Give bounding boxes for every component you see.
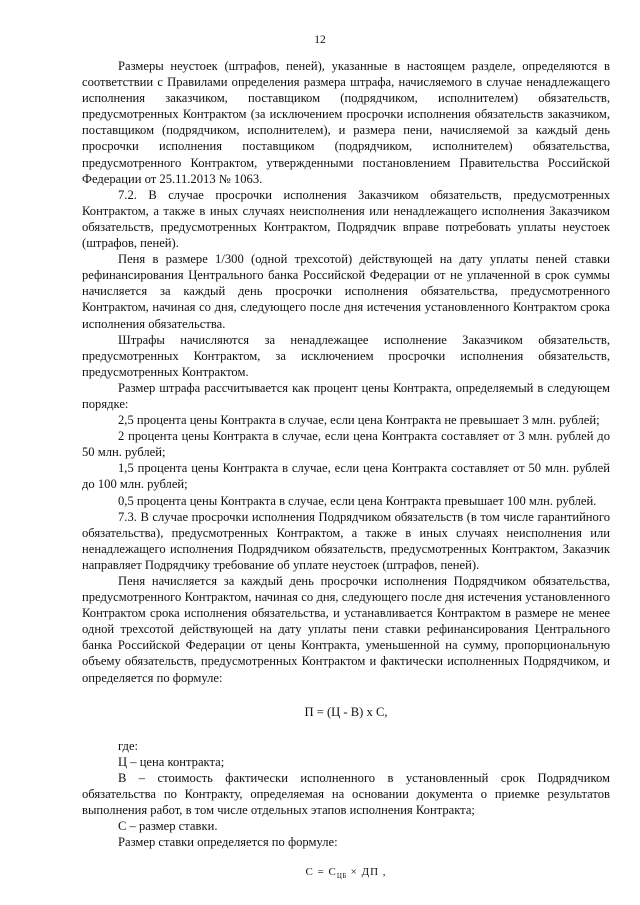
list-item-fine-1-5: 1,5 процента цены Контракта в случае, если цена Контракта составляет от 50 млн. рублей до 100 млн. рублей;	[82, 461, 610, 492]
definition-rate-formula-intro: Размер ставки определяется по формуле:	[118, 835, 338, 850]
formula-rate-lhs: С = С	[305, 866, 337, 879]
definition-rate: С – размер ставки.	[118, 819, 218, 834]
paragraph-customer-fines: Штрафы начисляются за ненадлежащее исполнение Заказчиком обязательств, предусмотренных Контрактом, за исключением просрочки исполнения обязательств, предусмотренных Контрактом.	[82, 332, 610, 379]
formula-rate-subscript: ЦБ	[336, 872, 347, 881]
list-item-fine-0-5: 0,5 процента цены Контракта в случае, если цена Контракта превышает 100 млн. рублей.	[118, 493, 597, 508]
page-number: 12	[314, 34, 326, 46]
paragraph-contractor-penalty: Пеня начисляется за каждый день просрочки исполнения Подрядчиком обязательства, предусмотренного Контрактом, начиная со дня, следующего после дня истечения установленного Контрактом срока исполнения обязательства, и устанавливается Контрактом в размере не менее одной трехсотой действующей на дату уплаты пени ставки рефинансирования Центрального банка Российской Федерации от цены Контракта, уменьшенной на сумму, пропорциональную объему обязательств, предусмотренных Контрактом и фактически исполненных Подрядчиком, и определяется по формуле:	[82, 574, 610, 685]
paragraph-7-2: 7.2. В случае просрочки исполнения Заказчиком обязательств, предусмотренных Контрактом, а также в иных случаях неисполнения или ненадлежащего исполнения Заказчиком обязательств, предусмотренных Контрактом, Подрядчик вправе потребовать уплаты неустоек (штрафов, пеней).	[82, 187, 610, 251]
paragraph-customer-penalty: Пеня в размере 1/300 (одной трехсотой) действующей на дату уплаты пеней ставки рефинансирования Центрального банка Российской Федерации от не уплаченной в срок суммы начисляется за каждый день просрочки исполнения обязательства, предусмотренного Контрактом, начиная со дня, следующего после дня истечения установленного Контрактом срока исполнения обязательства.	[82, 252, 610, 331]
formula-penalty: П = (Ц - В) х С,	[304, 704, 388, 719]
list-item-fine-2: 2 процента цены Контракта в случае, если цена Контракта составляет от 3 млн. рублей до 50 млн. рублей;	[82, 429, 610, 460]
formula-rate	[82, 864, 610, 884]
definition-where: где:	[118, 738, 139, 753]
paragraph-penalty-size: Размеры неустоек (штрафов, пеней), указанные в настоящем разделе, определяются в соответствии с Правилами определения размера штрафа, начисляемого в случае ненадлежащего исполнения заказчиком, поставщиком (подрядчиком, исполнителем) обязательств, предусмотренных Контрактом (за исключением просрочки исполнения обязательств заказчиком, поставщиком (подрядчиком, исполнителем), и размера пени, начисляемой за каждый день просрочки исполнения поставщиком (подрядчиком, исполнителем) обязательства, предусмотренного Контрактом, утвержденными постановлением Правительства Российской Федерации от 25.11.2013 № 1063.	[82, 59, 610, 186]
paragraph-fine-calculation: Размер штрафа рассчитывается как процент цены Контракта, определяемый в следующем порядке:	[82, 380, 610, 411]
paragraph-7-3: 7.3. В случае просрочки исполнения Подрядчиком обязательств (в том числе гарантийного обязательства), предусмотренных Контрактом, а также в иных случаях неисполнения или ненадлежащего исполнения Подрядчиком обязательств, предусмотренных Контрактом, Заказчик направляет Подрядчику требование об уплате неустоек (штрафов, пеней).	[82, 509, 610, 572]
definition-price: Ц – цена контракта;	[118, 754, 225, 769]
formula-rate-rhs: × ДП ,	[346, 866, 387, 879]
list-item-fine-2-5: 2,5 процента цены Контракта в случае, если цена Контракта не превышает 3 млн. рублей;	[118, 413, 600, 428]
definition-value: В – стоимость фактически исполненного в установленный срок Подрядчиком обязательства по Контракту, определяемая на основании документа о приемке результатов выполнения работ, в том числе отдельных этапов исполнения Контракта;	[82, 770, 610, 818]
document-body	[82, 58, 610, 885]
